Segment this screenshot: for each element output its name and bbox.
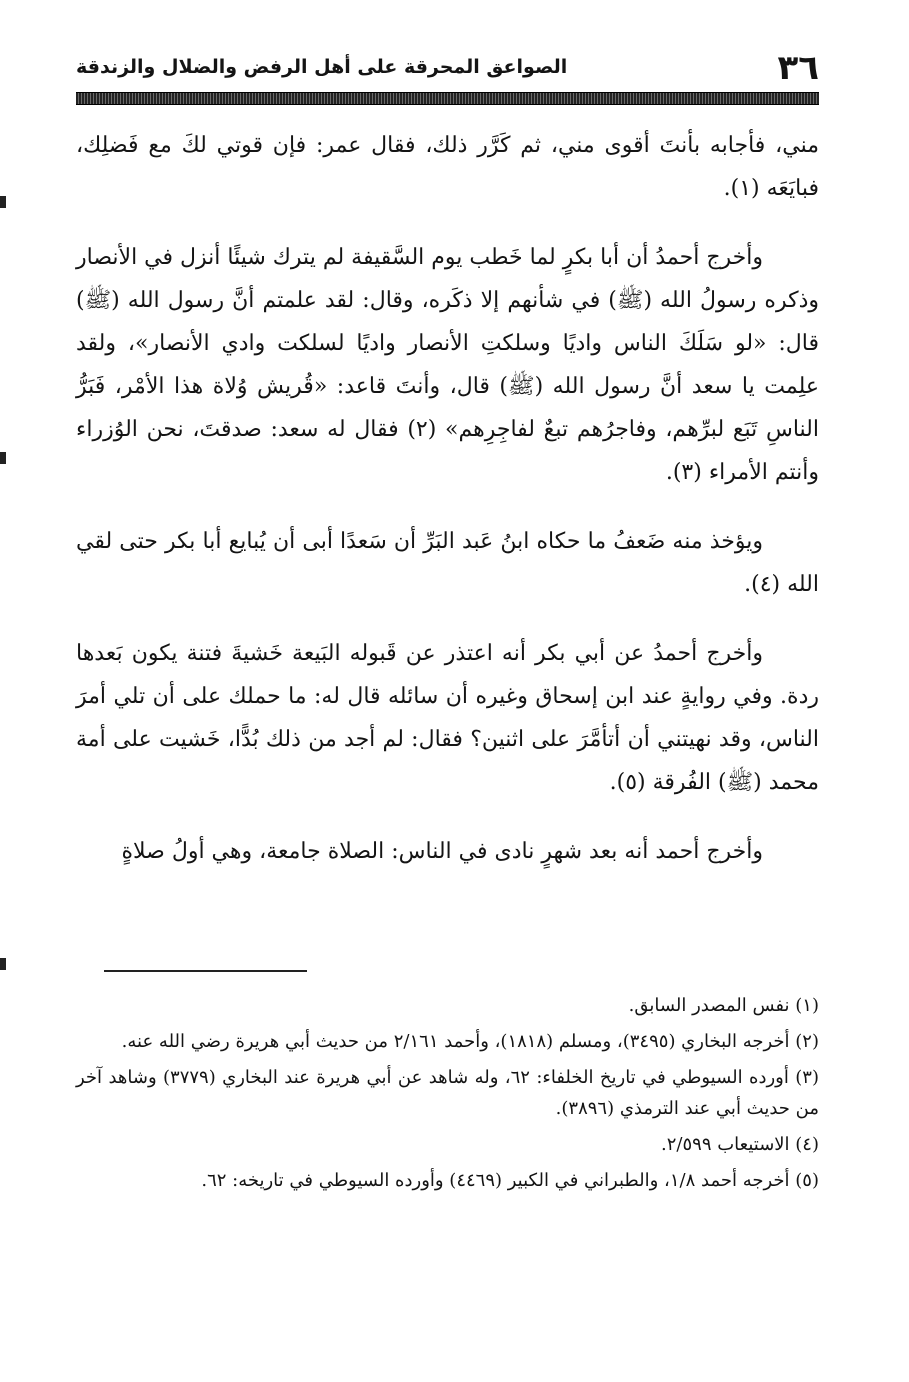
page-number: ٣٦ xyxy=(777,48,819,88)
footnote: (٥) أخرجه أحمد ١/٨، والطبراني في الكبير (٤٤٦٩) وأورده السيوطي في تاريخه: ٦٢. xyxy=(201,1170,819,1191)
paragraph: ويؤخذ منه ضَعفُ ما حكاه ابنُ عَبد البَرِّ أن سَعدًا أبى أن يُبايع أبا بكر حتى لقي الله (٤). xyxy=(76,529,819,597)
main-text xyxy=(76,124,819,873)
footnote: (٣) أورده السيوطي في تاريخ الخلفاء: ٦٢، وله شاهد عن أبي هريرة عند البخاري (٣٧٧٩) وشاهد آخر من حديث أبي عند الترمذي (٣٨٩٦). xyxy=(76,1067,819,1119)
footnote-separator xyxy=(104,970,307,972)
scan-edge-mark xyxy=(0,958,6,970)
footnote: (١) نفس المصدر السابق. xyxy=(628,995,819,1016)
paragraph: مني، فأجابه بأنتَ أقوى مني، ثم كَرَّر ذلك، فقال عمر: فإن قوتي لكَ مع فَضلِك، فبايَعَه (١). xyxy=(76,133,819,201)
paragraph: وأخرج أحمدُ أن أبا بكرٍ لما خَطب يوم السَّقيفة لم يترك شيئًا أنزل في الأنصار وذكره رسولُ الله (ﷺ) في شأنهم إلا ذكَره، وقال: لقد علمتم أنَّ رسول الله (ﷺ) قال: «لو سَلَكَ الناس واديًا وسلكتِ الأنصار واديًا لسلكت وادي الأنصار»، ولقد علِمت يا سعد أنَّ رسول الله (ﷺ) قال، وأنتَ قاعد: «قُريش وُلاة هذا الأمْر، فَبَرُّ الناسِ تَبَع لبرِّهم، وفاجرُهم تبعٌ لفاجِرِهم» (٢) فقال له سعد: صدقتَ، نحن الوُزراء وأنتم الأمراء (٣). xyxy=(76,245,819,485)
running-title: الصواعق المحرقة على أهل الرفض والضلال والزندقة xyxy=(76,56,568,78)
paragraph: وأخرج أحمد أنه بعد شهرٍ نادى في الناس: الصلاة جامعة، وهي أولُ صلاةٍ xyxy=(121,839,763,864)
footnote: (٢) أخرجه البخاري (٣٤٩٥)، ومسلم (١٨١٨)، وأحمد ٢/١٦١ من حديث أبي هريرة رضي الله عنه. xyxy=(121,1031,819,1052)
scan-edge-mark xyxy=(0,452,6,464)
paragraph: وأخرج أحمدُ عن أبي بكر أنه اعتذر عن قَبوله البَيعة خَشيةَ فتنة يكون بَعدها ردة. وفي روايةٍ عند ابن إسحاق وغيره أن سائله قال له: ما حملك على أن تلي أمرَ الناس، وقد نهيتني أن أتأمَّرَ على اثنين؟ فقال: لم أجد من ذلك بُدًّا، خَشيت على أمة محمد (ﷺ) الفُرقة (٥). xyxy=(76,641,819,795)
footnotes xyxy=(76,990,819,1201)
page-header xyxy=(76,48,819,88)
header-rule xyxy=(76,92,819,105)
scan-edge-mark xyxy=(0,196,6,208)
footnote: (٤) الاستيعاب ٢/٥٩٩. xyxy=(661,1134,819,1155)
